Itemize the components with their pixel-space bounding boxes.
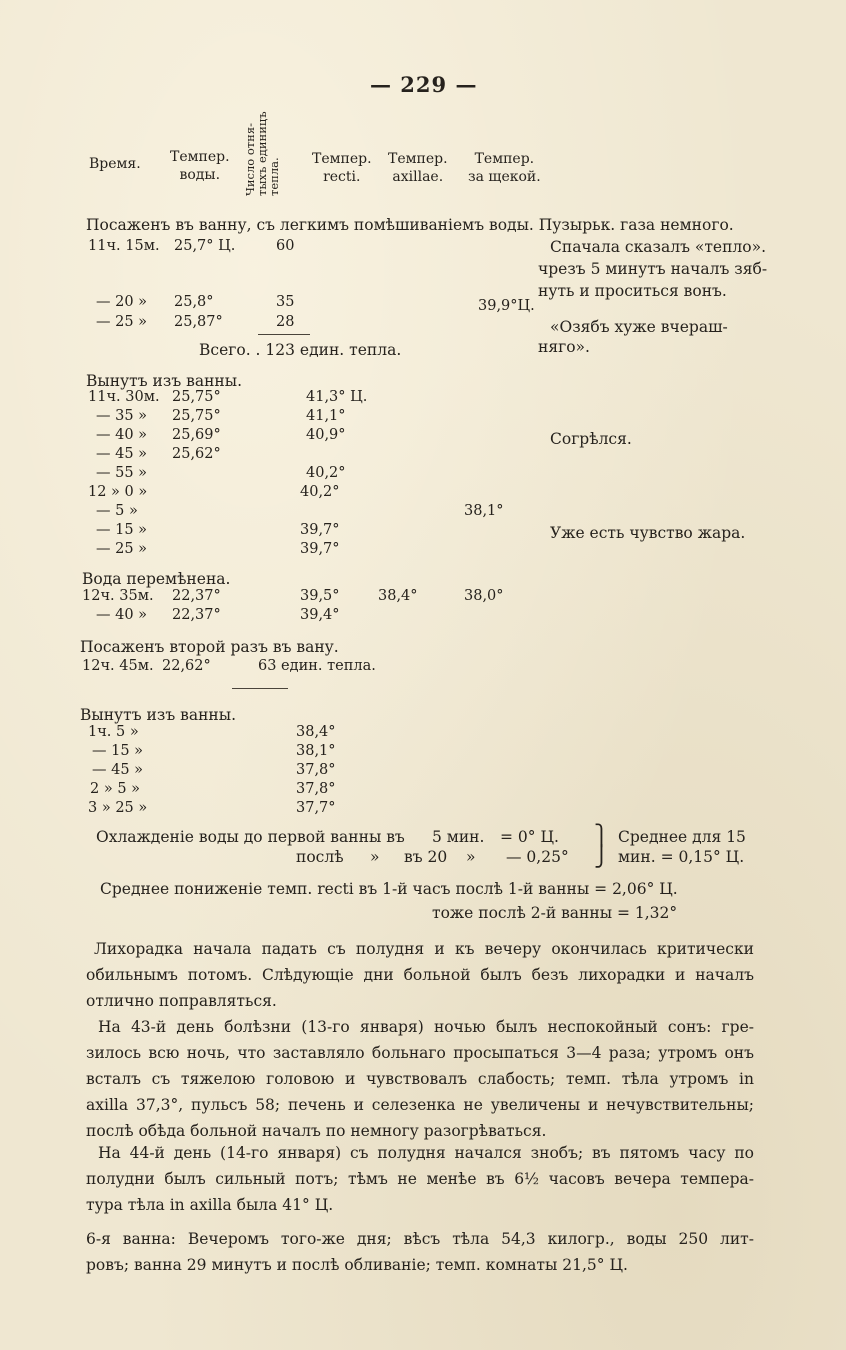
cooling-line2-ditto: » xyxy=(370,848,380,866)
cooling-line1-duration: 5 мин. xyxy=(432,828,485,846)
bath1-row-time: 11ч. 15м. xyxy=(88,238,160,254)
paragraph: Лихорадка начала падать съ полудня и къ вечеру окончилась критически обильнымъ потомъ. Слѣдующіе дни больной былъ безъ лихорадки и началъ отлично поправляться. xyxy=(86,940,754,1010)
water-change-row-cheek: 38,0° xyxy=(464,588,504,604)
header-cheek-temp: Темпер. за щекой. xyxy=(468,151,541,185)
cooling-average-line2: мин. = 0,15° Ц. xyxy=(618,848,745,866)
header-rectal-temp: Темпер. recti. xyxy=(312,151,372,185)
header-axillary-temp: Темпер. axillae. xyxy=(388,151,448,185)
header-water-temp: Темпер. воды. xyxy=(170,149,230,183)
bath1-row-time: — 25 » xyxy=(96,314,148,330)
removed1-row-time: 11ч. 30м. xyxy=(88,389,160,405)
removed1-note: Уже есть чувство жара. xyxy=(550,524,746,542)
water-change-row-axil: 38,4° xyxy=(378,588,418,604)
removed2-row-time: 1ч. 5 » xyxy=(88,724,139,740)
bath1-row-water: 25,7° Ц. xyxy=(174,238,236,254)
header-units-lost: Число отня- тыхъ единицъ тепла. xyxy=(243,111,281,196)
removed1-row-time: — 15 » xyxy=(96,522,148,538)
removed1-row-water: 25,69° xyxy=(172,427,221,443)
sum-rule xyxy=(232,688,288,689)
water-change-row-rect: 39,5° xyxy=(300,588,340,604)
water-change-row-water: 22,37° xyxy=(172,588,221,604)
bath2-title: Посаженъ второй разъ въ вану. xyxy=(80,638,339,656)
page-number: — 229 — xyxy=(370,72,478,97)
bath1-total: Всего. . 123 един. тепла. xyxy=(199,341,402,359)
removed1-row-time: 12 » 0 » xyxy=(88,484,148,500)
cooling-line2-text: послѣ xyxy=(296,848,344,866)
removed2-row-rect: 38,1° xyxy=(296,743,336,759)
removed1-note: Согрѣлся. xyxy=(550,430,632,448)
removed2-row-rect: 37,8° xyxy=(296,781,336,797)
removed2-row-rect: 37,8° xyxy=(296,762,336,778)
removed1-row-time: — 45 » xyxy=(96,446,148,462)
bath1-note2-line: няго». xyxy=(538,338,590,356)
water-change-row-time: 12ч. 35м. xyxy=(82,588,154,604)
water-change-row-rect: 39,4° xyxy=(300,607,340,623)
cooling-line1-text: Охлажденіе воды до первой ванны въ xyxy=(96,828,405,846)
removed2-title: Вынутъ изъ ванны. xyxy=(80,706,237,724)
paragraph: На 44-й день (14-го января) съ полудня начался знобъ; въ пятомъ часу по полудни былъ сильный потъ; тѣмъ не менѣе въ 6½ часовъ вечера темпера- тура тѣла in axilla была 41° Ц. xyxy=(86,1144,754,1214)
cooling-line2-ditto: » xyxy=(466,848,476,866)
bath1-note2-line: «Озябъ хуже вчераш- xyxy=(550,318,728,336)
bath1-row-time: — 20 » xyxy=(96,294,148,310)
cooling-line2-duration: въ 20 xyxy=(404,848,448,866)
bath1-note-line: нуть и проситься вонъ. xyxy=(538,282,727,300)
removed1-title: Вынутъ изъ ванны. xyxy=(86,372,243,390)
removed2-row-time: 3 » 25 » xyxy=(88,800,148,816)
removed1-row-rect: 39,7° xyxy=(300,522,340,538)
bath2-row-units: 63 един. тепла. xyxy=(258,658,376,674)
bath1-row-rect: 39,9°Ц. xyxy=(478,298,535,314)
removed1-row-rect: 41,1° xyxy=(306,408,346,424)
removed1-row-time: — 55 » xyxy=(96,465,148,481)
brace-top: ⎫ xyxy=(594,823,609,847)
bath1-title: Посаженъ въ ванну, съ легкимъ помѣшиваніемъ воды. Пузырьк. газа немного. xyxy=(86,216,734,234)
water-change-title: Вода перемѣнена. xyxy=(82,570,231,588)
paragraph: На 43-й день болѣзни (13-го января) ночью былъ неспокойный сонъ: гре- зилось всю ночь, что заставляло больнаго просыпаться 3—4 раза; утромъ онъ всталъ съ тяжелою головою и чувствовалъ слабость; темп. тѣла утромъ in axilla 37,3°, пульсъ 58; печень и селезенка не увеличены и нечувствительны; послѣ обѣда больной началъ по немногу разогрѣваться. xyxy=(86,1018,754,1140)
cooling-line2-value: — 0,25° xyxy=(506,848,569,866)
removed1-row-rect: 41,3° Ц. xyxy=(306,389,368,405)
removed1-row-time: — 5 » xyxy=(96,503,138,519)
removed2-row-time: — 45 » xyxy=(92,762,144,778)
water-change-row-water: 22,37° xyxy=(172,607,221,623)
removed1-row-water: 25,75° xyxy=(172,408,221,424)
bath1-note-line: чрезъ 5 минутъ началъ зяб- xyxy=(538,260,768,278)
bath2-row-time: 12ч. 45м. xyxy=(82,658,154,674)
removed1-row-axil: 38,1° xyxy=(464,503,504,519)
removed2-row-time: 2 » 5 » xyxy=(90,781,141,797)
removed1-row-time: — 35 » xyxy=(96,408,148,424)
removed1-row-time: — 25 » xyxy=(96,541,148,557)
removed2-row-rect: 37,7° xyxy=(296,800,336,816)
avg-drop-line1: Среднее пониженіе темп. recti въ 1-й часъ послѣ 1-й ванны = 2,06° Ц. xyxy=(100,880,678,898)
header-time: Время. xyxy=(89,156,141,172)
removed1-row-rect: 39,7° xyxy=(300,541,340,557)
bath1-note-line: Спачала сказалъ «тепло». xyxy=(550,238,767,256)
bath1-row-units: 28 xyxy=(276,314,295,330)
removed1-row-water: 25,75° xyxy=(172,389,221,405)
sum-rule xyxy=(258,334,310,335)
bath1-row-water: 25,87° xyxy=(174,314,223,330)
brace-bottom: ⎭ xyxy=(594,844,609,868)
removed1-row-rect: 40,9° xyxy=(306,427,346,443)
removed1-row-water: 25,62° xyxy=(172,446,221,462)
removed1-row-rect: 40,2° xyxy=(306,465,346,481)
bath2-row-water: 22,62° xyxy=(162,658,211,674)
avg-drop-line2: тоже послѣ 2-й ванны = 1,32° xyxy=(432,904,678,922)
bath1-row-units: 60 xyxy=(276,238,295,254)
bath1-row-water: 25,8° xyxy=(174,294,214,310)
cooling-line1-value: = 0° Ц. xyxy=(500,828,559,846)
paragraph: 6-я ванна: Вечеромъ того-же дня; вѣсъ тѣла 54,3 килогр., воды 250 лит- ровъ; ванна 29 минутъ и послѣ обливаніе; темп. комнаты 21,5° Ц. xyxy=(86,1230,754,1274)
removed1-row-time: — 40 » xyxy=(96,427,148,443)
cooling-average-line1: Среднее для 15 xyxy=(618,828,746,846)
removed1-row-rect: 40,2° xyxy=(300,484,340,500)
bath1-row-units: 35 xyxy=(276,294,295,310)
removed2-row-time: — 15 » xyxy=(92,743,144,759)
water-change-row-time: — 40 » xyxy=(96,607,148,623)
removed2-row-rect: 38,4° xyxy=(296,724,336,740)
